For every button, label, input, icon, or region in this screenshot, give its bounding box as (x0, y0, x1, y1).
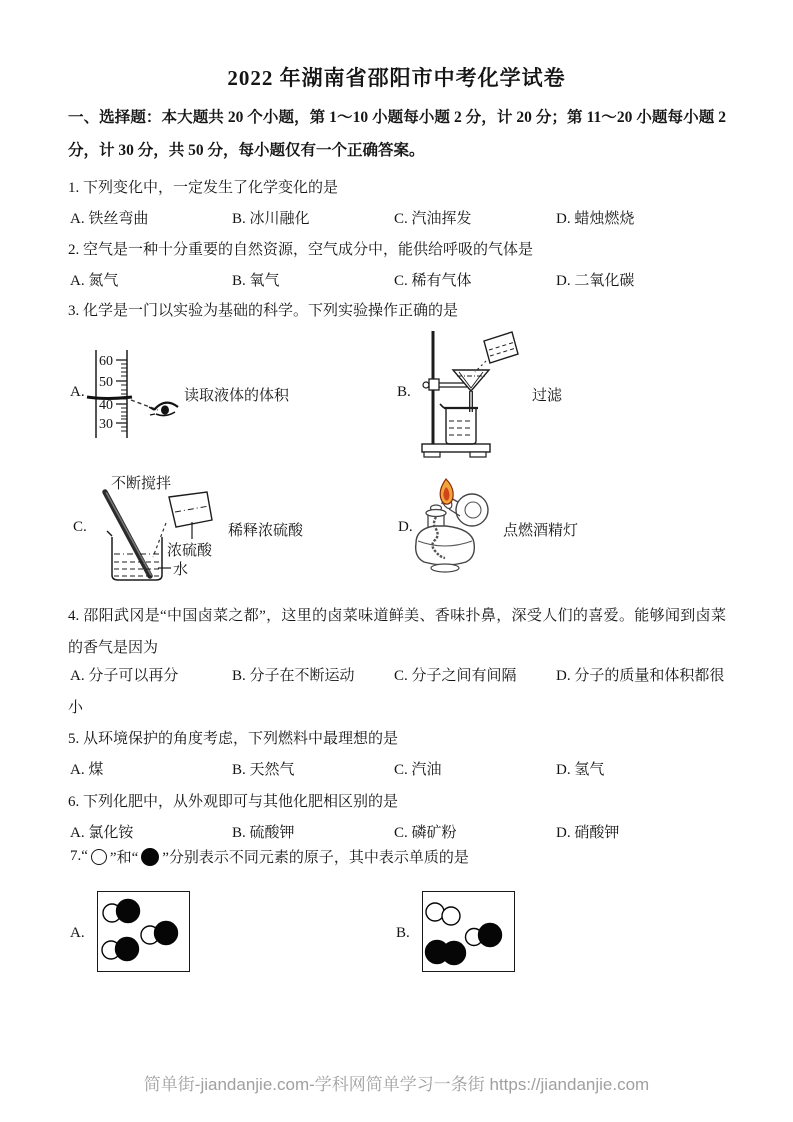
q1-option-b: B. 冰川融化 (232, 211, 310, 227)
q4-option-c: C. 分子之间有间隔 (394, 668, 517, 684)
black-atom-icon (141, 848, 159, 866)
filtration-diagram (420, 328, 525, 460)
stirring-annotation: 不断搅拌 (111, 476, 172, 492)
question-6-stem: 6. 下列化肥中，从外观即可与其他化肥相区别的是 (68, 794, 399, 810)
cylinder-tick-label: 60 (99, 354, 113, 369)
q6-option-a: A. 氯化铵 (70, 825, 134, 841)
q7-option-b-label: B. (396, 925, 410, 941)
question-2-stem: 2. 空气是一种十分重要的自然资源，空气成分中，能供给呼吸的气体是 (68, 242, 534, 258)
question-7-stem (70, 846, 469, 867)
black-atom (443, 942, 466, 965)
q5-option-b: B. 天然气 (232, 762, 295, 778)
q1-option-d: D. 蜡烛燃烧 (556, 211, 635, 227)
white-atom (426, 903, 444, 921)
q4-option-b: B. 分子在不断运动 (232, 668, 355, 684)
molecule-box-a-diagram (98, 892, 191, 973)
q4-option-d: D. 分子的质量和体积都很 (556, 668, 725, 684)
q6-option-b: B. 硫酸钾 (232, 825, 295, 841)
q3-option-b-label: B. (397, 384, 411, 400)
alcohol-lamp-diagram (410, 477, 505, 579)
q3-option-c-label: C. (73, 519, 87, 535)
molecule-box-a (97, 891, 190, 972)
q2-option-c: C. 稀有气体 (394, 273, 472, 289)
black-atom (479, 924, 502, 947)
q2-option-b: B. 氧气 (232, 273, 280, 289)
q3-option-d-label: D. (398, 519, 413, 535)
cylinder-tick-label: 50 (99, 375, 113, 390)
graduated-cylinder-diagram (86, 348, 186, 442)
q1-option-a: A. 铁丝弯曲 (70, 211, 149, 227)
q7-stem-suffix: ”分别表示不同元素的原子，其中表示单质的是 (162, 850, 469, 866)
q5-option-c: C. 汽油 (394, 762, 442, 778)
q7-stem-prefix: 7.“ (70, 848, 88, 864)
black-atom (155, 922, 178, 945)
q4-option-a: A. 分子可以再分 (70, 668, 179, 684)
water-annotation: 水 (173, 562, 189, 578)
q5-option-d: D. 氢气 (556, 762, 605, 778)
q3-option-a-label: A. (70, 384, 85, 400)
page-title: 2022 年湖南省邵阳市中考化学试卷 (227, 66, 566, 90)
cylinder-tick-label: 40 (99, 398, 113, 413)
molecule-box-b (422, 891, 515, 972)
section-heading: 一、选择题：本大题共 20 个小题，第 1～10 小题每小题 2 分，计 20 分；第 11～20 小题每小题 2 分，计 30 分，共 50 分，每小题仅有一个正确答案。 (68, 109, 726, 159)
acid-annotation: 浓硫酸 (167, 543, 213, 559)
white-atom (442, 907, 460, 925)
q3-option-d-caption: 点燃酒精灯 (503, 523, 579, 539)
eye-icon (149, 403, 178, 416)
question-1-stem: 1. 下列变化中，一定发生了化学变化的是 (68, 180, 339, 196)
black-atom (116, 938, 139, 961)
cylinder-tick-label: 30 (99, 417, 113, 432)
q6-option-d: D. 硝酸钾 (556, 825, 620, 841)
question-5-stem: 5. 从环境保护的角度考虑，下列燃料中最理想的是 (68, 731, 399, 747)
flame-icon (440, 479, 453, 504)
q3-option-c-caption: 稀释浓硫酸 (228, 523, 304, 539)
q3-option-a-caption: 读取液体的体积 (184, 388, 290, 404)
q5-option-a: A. 煤 (70, 762, 104, 778)
q2-option-d: D. 二氧化碳 (556, 273, 635, 289)
acid-dilution-diagram (95, 465, 220, 587)
footer-watermark: 简单街-jiandanjie.com-学科网简单学习一条街 https://jiandanjie.com (143, 1075, 650, 1094)
q1-option-c: C. 汽油挥发 (394, 211, 472, 227)
q7-stem-mid: ”和“ (109, 850, 139, 866)
q6-option-c: C. 磷矿粉 (394, 825, 457, 841)
question-4-stem: 4. 邵阳武冈是“中国卤菜之都”，这里的卤菜味道鲜美、香味扑鼻，深受人们的喜爱。能够闻到卤菜的香气是因为 (68, 608, 726, 656)
q4-option-d-wrap: 小 (68, 700, 84, 716)
white-atom-icon (91, 849, 107, 865)
question-3-stem: 3. 化学是一门以实验为基础的科学。下列实验操作正确的是 (68, 303, 459, 319)
q2-option-a: A. 氮气 (70, 273, 119, 289)
q7-option-a-label: A. (70, 925, 85, 941)
q3-option-b-caption: 过滤 (532, 388, 563, 404)
black-atom (117, 900, 140, 923)
molecule-box-b-diagram (423, 892, 516, 973)
